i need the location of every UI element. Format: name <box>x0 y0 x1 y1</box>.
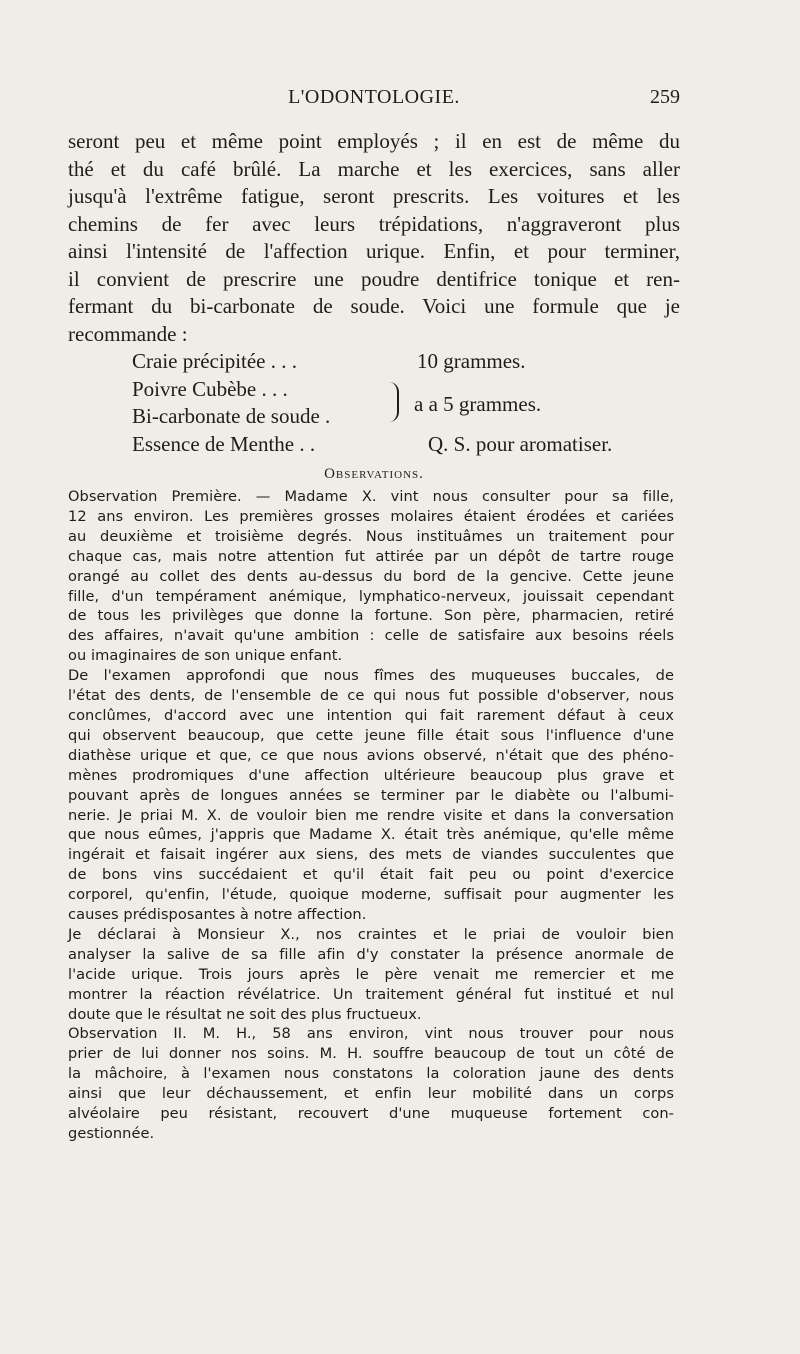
running-title: L'ODONTOLOGIE. <box>288 86 460 108</box>
text-line: nerie. Je priai M. X. de vouloir bien me rendre visite et dans la conversation <box>68 806 674 824</box>
text-line: il convient de prescrire une poudre dentifrice tonique et ren- <box>68 266 680 291</box>
text-line: 12 ans environ. Les premières grosses molaires étaient érodées et cariées <box>68 507 674 525</box>
text-line: ainsi que leur déchaussement, et enfin leur mobilité dans un corps <box>68 1085 674 1103</box>
formula-row <box>132 348 652 376</box>
text-line: analyser la salive de sa fille afin d'y constater la présence anormale de <box>68 945 674 963</box>
text-line: ingérait et faisait ingérer aux siens, des mets de viandes succulentes que <box>68 846 674 864</box>
text-line: Observation II. M. H., 58 ans environ, vint nous trouver pour nous <box>68 1025 674 1043</box>
page-number: 259 <box>650 86 680 108</box>
text-line: diathèse urique et que, ce que nous avions observé, n'était que des phéno- <box>68 746 674 764</box>
intro-paragraph <box>68 128 680 348</box>
text-line: corporel, qu'enfin, l'étude, quoique moderne, suffisait pour augmenter les <box>68 886 674 904</box>
formula-row <box>132 431 652 459</box>
formula-dose: 10 grammes. <box>417 349 526 373</box>
text-line: montrer la réaction révélatrice. Un traitement général fut institué et nul <box>68 985 674 1003</box>
text-line: Je déclarai à Monsieur X., nos craintes et le priai de vouloir bien <box>68 925 674 943</box>
text-line: chemins de fer avec leurs trépidations, n'aggraveront plus <box>68 211 680 236</box>
section-title: Observations. <box>324 466 424 482</box>
formula-ingredient: Craie précipitée . . . <box>132 349 298 373</box>
text-line: seront peu et même point employés ; il en est de même du <box>68 129 680 153</box>
text-line: que nous eûmes, j'appris que Madame X. était très anémique, qu'elle même <box>68 826 674 844</box>
text-line: conclûmes, d'accord avec une intention qui fait rarement défaut à ceux <box>68 706 674 724</box>
text-line: ainsi l'intensité de l'affection urique. Enfin, et pour terminer, <box>68 239 680 263</box>
text-line: pouvant après de longues années se terminer par le diabète ou l'albumi- <box>68 786 674 804</box>
text-line: fille, d'un tempérament anémique, lymphatico-nerveux, jouissait cependant <box>68 587 674 605</box>
text-line: recommande : <box>68 321 188 346</box>
formula-shared-dose: a a 5 grammes. <box>414 392 542 416</box>
text-line: Observation Première. — Madame X. vint nous consulter pour sa fille, <box>68 488 674 505</box>
text-line: doute que le résultat ne soit des plus fructueux. <box>68 1005 422 1023</box>
text-line: l'état des dents, de l'ensemble de ce qui nous fut possible d'observer, nous <box>68 687 674 705</box>
text-line: chaque cas, mais notre attention fut attirée par un dépôt de tartre rouge <box>68 547 674 565</box>
text-line: jusqu'à l'extrême fatigue, seront prescrits. Les voitures et les <box>68 184 680 208</box>
text-line: de tous les privilèges que donne la fortune. Son père, pharmacien, retiré <box>68 607 674 625</box>
text-line: thé et du café brûlé. La marche et les exercices, sans aller <box>68 156 680 181</box>
text-line: l'acide urique. Trois jours après le père venait me remercier et me <box>68 965 674 983</box>
text-line: la mâchoire, à l'examen nous constatons la coloration jaune des dents <box>68 1065 674 1083</box>
text-line: prier de lui donner nos soins. M. H. souffre beaucoup de tout un côté de <box>68 1045 674 1063</box>
formula-dose: Q. S. pour aromatiser. <box>428 431 613 456</box>
formula-brace <box>389 382 399 422</box>
text-line: ou imaginaires de son unique enfant. <box>68 647 343 665</box>
text-line: des affaires, n'avait qu'une ambition : celle de satisfaire aux besoins réels <box>68 627 674 645</box>
text-line: mènes prodromiques d'une affection ultérieure beaucoup plus grave et <box>68 766 674 784</box>
text-line: alvéolaire peu résistant, recouvert d'une muqueuse fortement con- <box>68 1105 674 1123</box>
text-line: De l'examen approfondi que nous fîmes des muqueuses buccales, de <box>68 667 674 685</box>
text-line: de bons vins succédaient et qu'il était fait peu ou point d'exercice <box>68 866 674 884</box>
text-line: au deuxième et troisième degrés. Nous instituâmes un traitement pour <box>68 527 674 545</box>
text-line: causes prédisposantes à notre affection. <box>68 906 367 924</box>
formula-recipe <box>132 348 652 458</box>
page-header <box>68 86 680 116</box>
text-line: qui observent beaucoup, que cette jeune fille était sous l'influence d'une <box>68 726 674 744</box>
formula-ingredient: Poivre Cubèbe . . . <box>132 376 288 401</box>
formula-ingredient: Essence de Menthe . . <box>132 431 316 456</box>
text-line: fermant du bi-carbonate de soude. Voici une formule que je <box>68 294 680 318</box>
formula-ingredient: Bi-carbonate de soude . <box>132 404 331 428</box>
text-line: orangé au collet des dents au-dessus du bord de la gencive. Cette jeune <box>68 567 674 585</box>
observations-text <box>68 487 674 1144</box>
text-line: gestionnée. <box>68 1125 155 1142</box>
